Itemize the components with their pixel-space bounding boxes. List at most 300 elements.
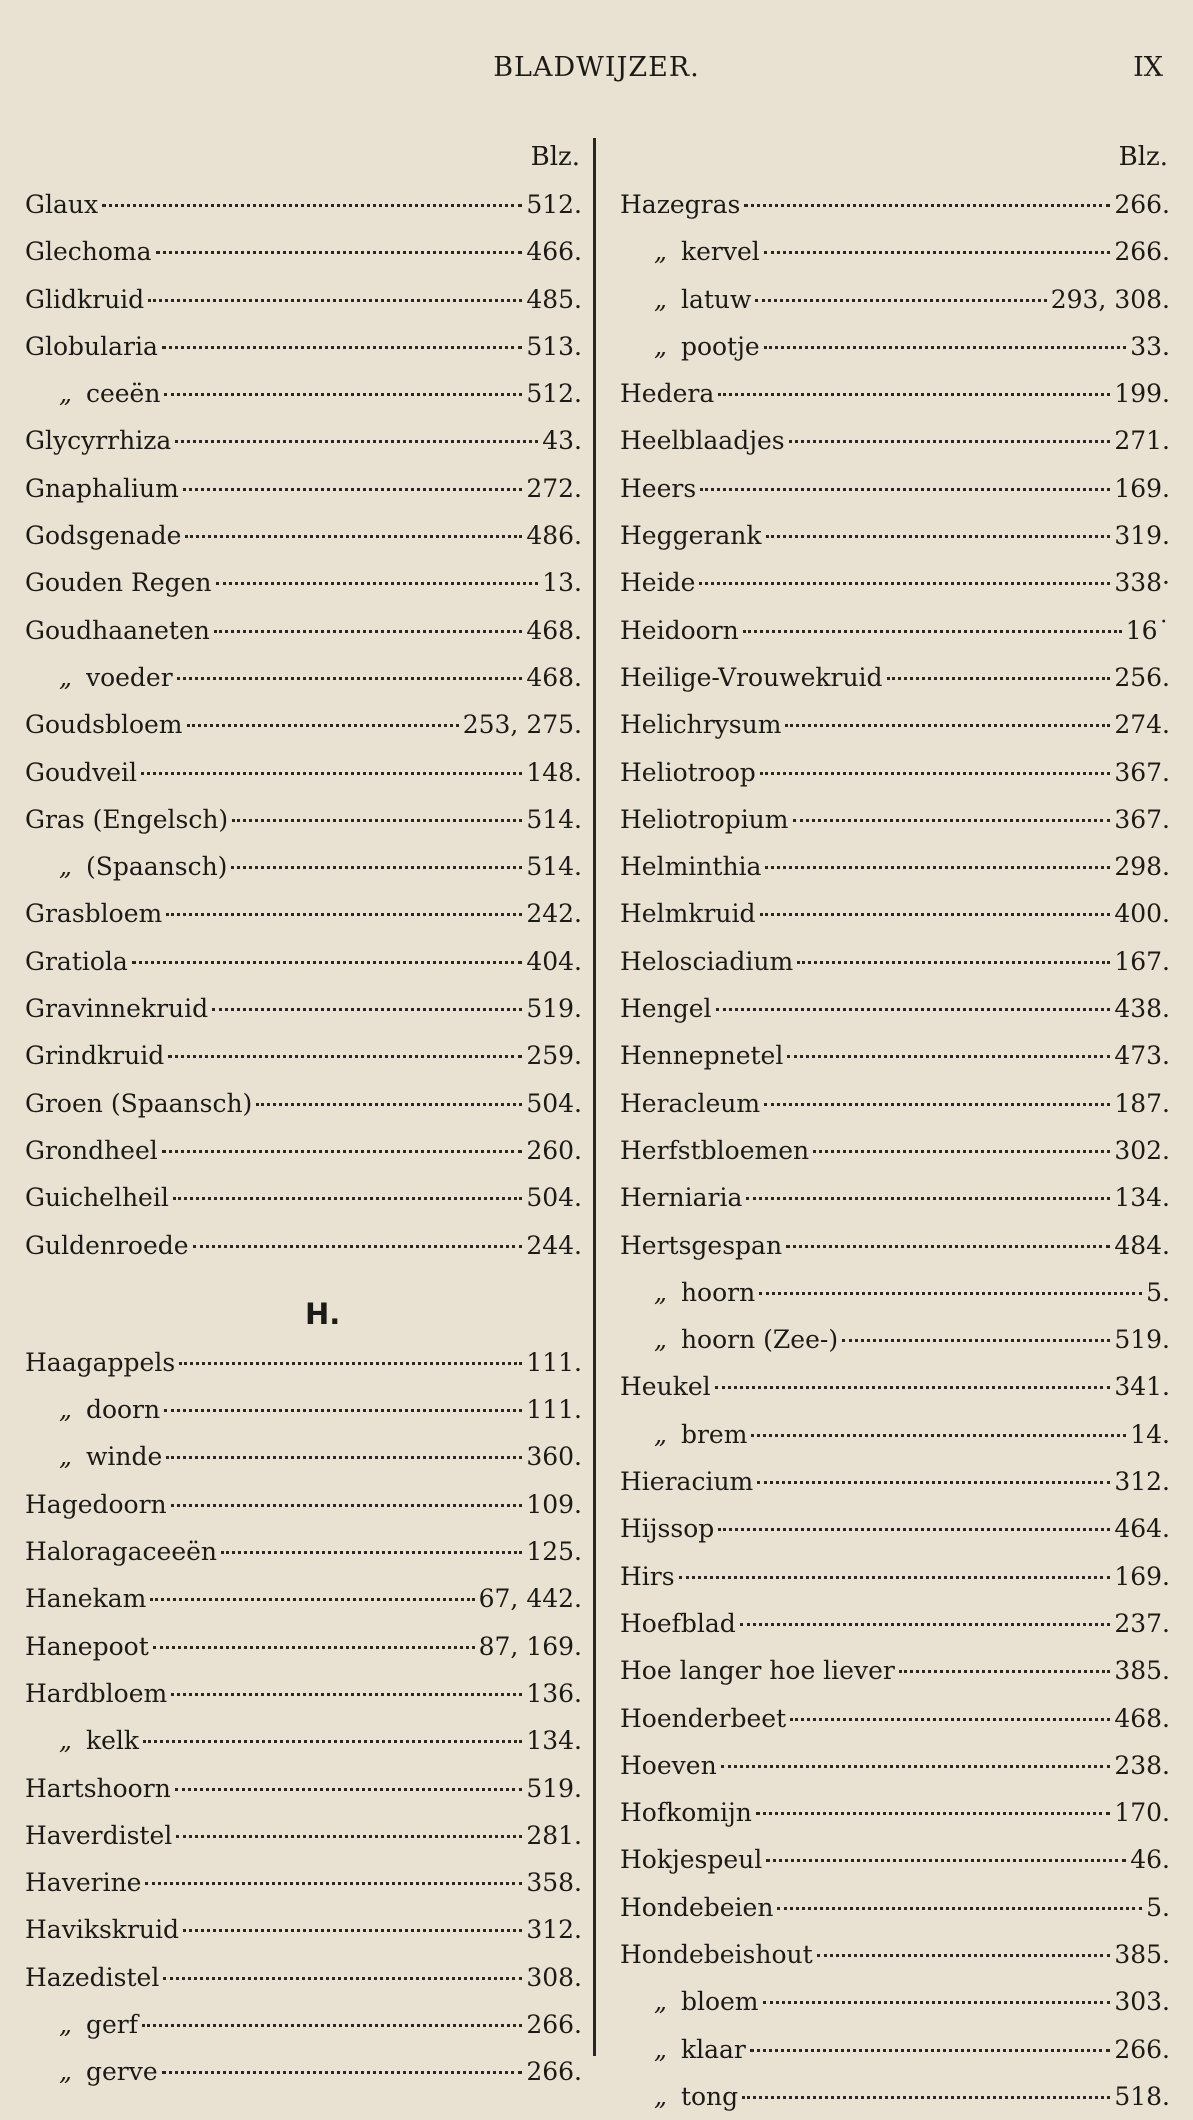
entry-page-ref: 519.	[1114, 1325, 1170, 1355]
entry-term: Hondebeishout	[620, 1939, 813, 1969]
entry-page-ref: 43.	[542, 426, 582, 456]
entry-term: latuw	[680, 284, 752, 314]
entry-label	[620, 985, 712, 1032]
index-entry	[620, 1505, 1170, 1552]
dot-leader	[718, 1528, 1110, 1531]
dot-leader	[166, 913, 522, 916]
dot-leader	[212, 1008, 522, 1011]
entry-label	[25, 1623, 149, 1670]
entry-term: gerf	[85, 2009, 138, 2039]
dot-leader	[183, 488, 523, 491]
entry-page-ref: 404.	[526, 946, 582, 976]
entry-page-ref: 464.	[1114, 1514, 1170, 1544]
entry-label	[25, 2001, 138, 2048]
ditto-mark: „	[59, 2057, 72, 2087]
dot-leader	[764, 1103, 1110, 1106]
dot-leader	[162, 346, 522, 349]
entry-term: Heelblaadjes	[620, 426, 785, 456]
dot-leader	[150, 1598, 474, 1601]
entry-label	[620, 1600, 736, 1647]
entry-term: Heilige-Vrouwekruid	[620, 662, 883, 692]
dot-leader	[746, 1197, 1110, 1200]
entry-page-ref: 187.	[1114, 1088, 1170, 1118]
entry-page-ref: 468.	[1114, 1703, 1170, 1733]
entry-label	[620, 2026, 746, 2073]
index-entry	[620, 701, 1170, 748]
index-entry	[620, 843, 1170, 890]
entry-label	[620, 1269, 755, 1316]
entry-term: Glycyrrhiza	[25, 426, 172, 456]
entry-term: kelk	[85, 1726, 140, 1756]
dot-leader	[751, 1434, 1126, 1437]
entry-label	[25, 1080, 252, 1127]
index-entry	[620, 370, 1170, 417]
entry-label	[25, 181, 98, 228]
dot-leader	[785, 724, 1110, 727]
blz-label: Blz.	[530, 142, 580, 172]
entry-term: Glidkruid	[25, 284, 145, 314]
entry-label	[620, 701, 781, 748]
dot-leader	[699, 582, 1110, 585]
index-entry	[620, 796, 1170, 843]
ditto-mark: „	[654, 284, 667, 314]
index-entry	[25, 1222, 582, 1269]
entry-label	[25, 1575, 146, 1622]
index-list-h	[25, 1339, 582, 2096]
entry-label	[25, 1859, 141, 1906]
dot-leader	[102, 204, 522, 207]
entry-label	[25, 749, 137, 796]
dot-leader	[168, 1055, 522, 1058]
entry-page-ref: 33.	[1130, 331, 1170, 361]
entry-page-ref: 5.	[1146, 1892, 1170, 1922]
dot-leader	[777, 1907, 1142, 1910]
entry-label	[25, 607, 210, 654]
index-entry	[620, 181, 1170, 228]
dot-leader	[743, 630, 1122, 633]
dot-leader	[756, 1812, 1110, 1815]
index-entry	[25, 417, 582, 464]
entry-page-ref: 256.	[1114, 662, 1170, 692]
entry-page-ref: 46.	[1130, 1845, 1170, 1875]
index-entry	[25, 701, 582, 748]
ditto-mark: „	[654, 1987, 667, 2017]
dot-leader	[171, 1693, 522, 1696]
index-list-right	[620, 181, 1170, 2120]
entry-label	[620, 1647, 895, 1694]
index-entry	[25, 938, 582, 985]
entry-page-ref: 281.	[526, 1820, 582, 1850]
dot-leader	[718, 393, 1110, 396]
dot-leader	[744, 204, 1110, 207]
entry-page-ref: 486.	[526, 521, 582, 551]
entry-term: Globularia	[25, 331, 158, 361]
entry-label	[620, 1836, 762, 1883]
entry-term: Helminthia	[620, 852, 762, 882]
entry-label	[25, 1812, 172, 1859]
entry-label	[25, 1765, 171, 1812]
ditto-mark: „	[654, 1325, 667, 1355]
dot-leader	[143, 1740, 522, 1743]
dot-leader	[173, 1197, 522, 1200]
index-entry	[620, 1647, 1170, 1694]
entry-label	[25, 843, 227, 890]
index-entry	[620, 323, 1170, 370]
entry-term: Haagappels	[25, 1347, 176, 1377]
entry-term: Gratiola	[25, 946, 128, 976]
index-entry	[620, 1600, 1170, 1647]
entry-label	[25, 1222, 189, 1269]
entry-term: Hazegras	[620, 190, 741, 219]
entry-label	[620, 1742, 717, 1789]
entry-page-ref: 136.	[526, 1678, 582, 1708]
entry-page-ref: 319.	[1114, 521, 1170, 551]
dot-leader	[755, 299, 1046, 302]
entry-term: Hieracium	[620, 1467, 754, 1497]
entry-label	[25, 1386, 160, 1433]
index-entry	[620, 1316, 1170, 1363]
entry-page-ref: 303.	[1114, 1987, 1170, 2017]
entry-page-ref: 169.	[1114, 473, 1170, 503]
entry-label	[620, 370, 714, 417]
index-entry	[620, 1742, 1170, 1789]
index-entry	[25, 1127, 582, 1174]
entry-term: Herniaria	[620, 1183, 743, 1213]
index-list-g	[25, 181, 582, 1269]
entry-term: Haverine	[25, 1868, 142, 1898]
dot-leader	[716, 1008, 1111, 1011]
blz-label: Blz.	[1118, 142, 1168, 172]
entry-label	[25, 228, 152, 275]
index-entry	[25, 1032, 582, 1079]
index-entry	[25, 1623, 582, 1670]
index-entry	[25, 796, 582, 843]
index-entry	[620, 1127, 1170, 1174]
entry-page-ref: 134.	[1114, 1183, 1170, 1213]
entry-page-ref: 367.	[1114, 757, 1170, 787]
dot-leader	[166, 1456, 522, 1459]
section-letter-h: H.	[305, 1296, 341, 1331]
entry-term: Grondheel	[25, 1135, 158, 1165]
dot-leader	[175, 440, 538, 443]
dot-leader	[765, 866, 1110, 869]
ditto-mark: „	[654, 1419, 667, 1449]
dot-leader	[164, 1409, 522, 1412]
index-entry	[25, 1080, 582, 1127]
entry-label	[620, 607, 739, 654]
entry-page-ref: 238.	[1114, 1750, 1170, 1780]
dot-leader	[787, 1055, 1110, 1058]
entry-term: Goudsbloem	[25, 710, 183, 740]
index-entry	[25, 985, 582, 1032]
entry-page-ref: 199.	[1114, 379, 1170, 409]
index-entry	[620, 1931, 1170, 1978]
entry-page-ref: 266.	[526, 2057, 582, 2087]
entry-term: Helosciadium	[620, 946, 794, 976]
entry-term: Godsgenade	[25, 521, 182, 551]
index-entry	[25, 181, 582, 228]
entry-label	[620, 1127, 809, 1174]
entry-label	[25, 559, 212, 606]
column-divider	[593, 138, 596, 2056]
dot-leader	[177, 677, 523, 680]
entry-page-ref: 13.	[542, 568, 582, 598]
entry-term: Heliotropium	[620, 804, 789, 834]
dot-leader	[679, 1576, 1111, 1579]
entry-page-ref: 512.	[526, 190, 582, 219]
entry-page-ref: 385.	[1114, 1939, 1170, 1969]
index-entry	[25, 559, 582, 606]
entry-label	[620, 796, 789, 843]
entry-term: Hoenderbeet	[620, 1703, 787, 1733]
entry-label	[620, 1884, 773, 1931]
dot-leader	[148, 299, 522, 302]
entry-term: Gras (Engelsch)	[25, 804, 229, 834]
entry-label	[620, 1695, 786, 1742]
entry-label	[25, 1481, 167, 1528]
ditto-mark: „	[59, 1726, 72, 1756]
entry-term: Hoefblad	[620, 1608, 736, 1638]
entry-term: Helmkruid	[620, 899, 756, 929]
entry-term: Hanekam	[25, 1584, 147, 1614]
index-entry	[620, 512, 1170, 559]
dot-leader	[793, 819, 1111, 822]
dot-leader	[766, 1859, 1126, 1862]
dot-leader	[786, 1245, 1110, 1248]
entry-page-ref: 134.	[526, 1726, 582, 1756]
dot-leader	[742, 2096, 1110, 2099]
ditto-mark: „	[59, 852, 72, 882]
entry-term: Hondebeien	[620, 1892, 774, 1922]
index-entry	[25, 465, 582, 512]
entry-label	[25, 1670, 167, 1717]
entry-label	[620, 1553, 675, 1600]
entry-page-ref: 242.	[526, 899, 582, 929]
entry-term: Hirs	[620, 1561, 675, 1591]
dot-leader	[187, 724, 459, 727]
dot-leader	[216, 582, 539, 585]
index-entry	[620, 938, 1170, 985]
index-entry	[25, 890, 582, 937]
entry-label	[620, 276, 751, 323]
entry-label	[620, 2073, 738, 2120]
entry-page-ref: 169.	[1114, 1561, 1170, 1591]
index-entry	[25, 1859, 582, 1906]
dot-leader	[171, 1504, 523, 1507]
dot-leader	[164, 393, 522, 396]
index-entry	[620, 607, 1170, 654]
entry-page-ref: 312.	[526, 1915, 582, 1945]
entry-term: Herfstbloemen	[620, 1135, 810, 1165]
index-entry	[25, 749, 582, 796]
dot-leader	[183, 1929, 522, 1932]
entry-term: Grindkruid	[25, 1041, 165, 1071]
entry-page-ref: 519.	[526, 1773, 582, 1803]
dot-leader	[153, 1646, 475, 1649]
entry-label	[620, 1222, 782, 1269]
entry-term: kervel	[680, 237, 760, 267]
dot-leader	[156, 251, 523, 254]
ditto-mark: „	[59, 379, 72, 409]
index-entry	[620, 276, 1170, 323]
entry-page-ref: 266.	[1114, 2034, 1170, 2064]
entry-page-ref: 519.	[526, 994, 582, 1024]
entry-page-ref: 514.	[526, 804, 582, 834]
index-entry	[620, 654, 1170, 701]
dot-leader	[757, 1481, 1110, 1484]
entry-term: bloem	[680, 1987, 759, 2017]
entry-label	[620, 1316, 838, 1363]
dot-leader	[162, 1150, 523, 1153]
entry-page-ref: 148.	[526, 757, 582, 787]
entry-term: Hazedistel	[25, 1962, 160, 1992]
ditto-mark: „	[59, 2009, 72, 2039]
entry-label	[620, 749, 756, 796]
entry-label	[620, 465, 696, 512]
entry-page-ref: 14.	[1130, 1419, 1170, 1449]
entry-label	[25, 985, 208, 1032]
entry-term: Hennepnetel	[620, 1041, 784, 1071]
entry-term: Glechoma	[25, 237, 152, 267]
entry-label	[620, 181, 740, 228]
ditto-mark: „	[59, 1442, 72, 1472]
index-entry	[620, 1174, 1170, 1221]
index-entry	[620, 1553, 1170, 1600]
entry-page-ref: 5.	[1146, 1277, 1170, 1307]
entry-term: Heidoorn	[620, 615, 739, 645]
entry-term: Hertsgespan	[620, 1230, 783, 1260]
index-entry	[620, 1032, 1170, 1079]
entry-page-ref: 253, 275.	[462, 710, 582, 740]
entry-label	[25, 1528, 217, 1575]
entry-term: Hoe langer hoe liever	[620, 1656, 895, 1686]
entry-label	[620, 1411, 747, 1458]
entry-page-ref: 466.	[526, 237, 582, 267]
entry-term: Hartshoorn	[25, 1773, 171, 1803]
index-entry	[620, 2026, 1170, 2073]
entry-page-ref: 367.	[1114, 804, 1170, 834]
entry-label	[620, 1978, 759, 2025]
dot-leader	[231, 866, 522, 869]
entry-page-ref: 67, 442.	[478, 1584, 582, 1614]
entry-label	[25, 323, 158, 370]
entry-page-ref: 341.	[1114, 1372, 1170, 1402]
index-entry	[620, 1978, 1170, 2025]
entry-label	[620, 1174, 742, 1221]
index-entry	[620, 1884, 1170, 1931]
entry-term: Heers	[620, 473, 697, 503]
entry-label	[620, 843, 761, 890]
dot-leader	[232, 819, 522, 822]
entry-page-ref: 167.	[1114, 946, 1170, 976]
entry-page-ref: 302.	[1114, 1135, 1170, 1165]
dot-leader	[179, 1362, 522, 1365]
entry-term: tong	[680, 2081, 739, 2111]
entry-label	[25, 276, 144, 323]
entry-label	[25, 938, 128, 985]
entry-term: Guichelheil	[25, 1183, 169, 1213]
ditto-mark: „	[654, 2081, 667, 2111]
index-entry	[25, 607, 582, 654]
entry-term: Gouden Regen	[25, 568, 212, 598]
dot-leader	[163, 1977, 522, 1980]
entry-term: Goudveil	[25, 757, 138, 787]
index-entry	[620, 1269, 1170, 1316]
index-entry	[25, 323, 582, 370]
ditto-mark: „	[654, 1277, 667, 1307]
entry-term: Glaux	[25, 190, 99, 219]
ditto-mark: „	[654, 237, 667, 267]
entry-term: Heliotroop	[620, 757, 756, 787]
index-entry	[25, 1481, 582, 1528]
entry-term: klaar	[680, 2034, 746, 2064]
dot-leader	[790, 1718, 1110, 1721]
index-entry	[25, 512, 582, 559]
entry-term: (Spaansch)	[85, 852, 228, 882]
dot-leader	[142, 2024, 522, 2027]
entry-label	[25, 1127, 158, 1174]
dot-leader	[813, 1150, 1110, 1153]
dot-leader	[221, 1551, 522, 1554]
index-entry	[620, 1836, 1170, 1883]
entry-page-ref: 260.	[526, 1135, 582, 1165]
entry-page-ref: 504.	[526, 1183, 582, 1213]
entry-term: Hoeven	[620, 1750, 717, 1780]
index-entry	[25, 2001, 582, 2048]
index-entry	[620, 985, 1170, 1032]
dot-leader	[764, 251, 1111, 254]
entry-label	[25, 1174, 169, 1221]
entry-page-ref: 237.	[1114, 1608, 1170, 1638]
index-entry	[25, 1528, 582, 1575]
entry-term: Grasbloem	[25, 899, 163, 929]
entry-term: hoorn (Zee-)	[680, 1325, 839, 1355]
entry-label	[25, 1906, 179, 1953]
entry-page-ref: 16˙	[1125, 615, 1170, 645]
index-entry	[620, 890, 1170, 937]
entry-page-ref: 274.	[1114, 710, 1170, 740]
dot-leader	[256, 1103, 522, 1106]
entry-page-ref: 266.	[1114, 190, 1170, 219]
dot-leader	[842, 1339, 1110, 1342]
ditto-mark: „	[654, 2034, 667, 2064]
entry-label	[25, 1032, 164, 1079]
entry-page-ref: 125.	[526, 1537, 582, 1567]
entry-page-ref: 298.	[1114, 852, 1170, 882]
entry-page-ref: 514.	[526, 852, 582, 882]
entry-page-ref: 518.	[1114, 2081, 1170, 2111]
dot-leader	[789, 440, 1111, 443]
entry-term: Hengel	[620, 994, 712, 1024]
entry-page-ref: 87, 169.	[478, 1631, 582, 1661]
entry-term: Hanepoot	[25, 1631, 149, 1661]
entry-label	[25, 701, 183, 748]
entry-page-ref: 111.	[526, 1395, 582, 1425]
entry-term: ceeën	[85, 379, 161, 409]
index-entry	[620, 2073, 1170, 2120]
index-entry	[25, 1174, 582, 1221]
index-entry	[620, 1080, 1170, 1127]
dot-leader	[162, 2071, 523, 2074]
entry-term: Goudhaaneten	[25, 615, 210, 645]
entry-term: gerve	[85, 2057, 158, 2087]
index-entry	[25, 1954, 582, 2001]
entry-term: Havikskruid	[25, 1915, 180, 1945]
dot-leader	[715, 1386, 1111, 1389]
entry-term: Heggerank	[620, 521, 762, 551]
entry-page-ref: 271.	[1114, 426, 1170, 456]
index-entry	[620, 1695, 1170, 1742]
